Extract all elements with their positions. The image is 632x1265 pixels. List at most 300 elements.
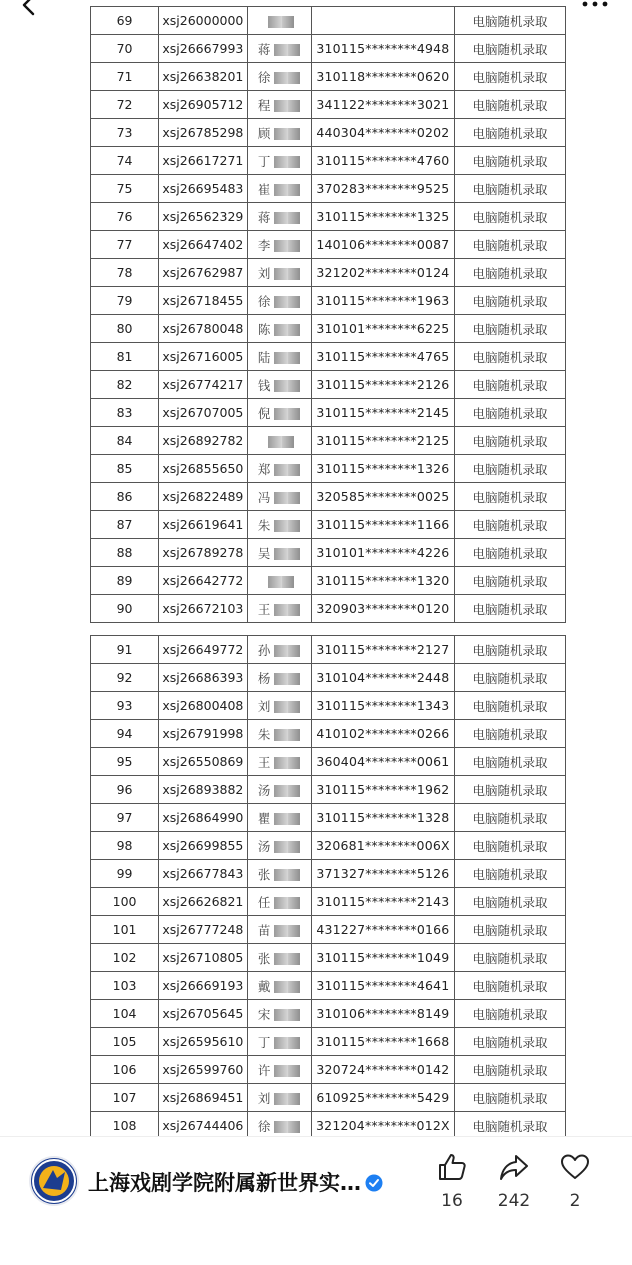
name-redaction-mosaic [288, 701, 300, 713]
row-applicant-id: xsj26619641 [159, 511, 247, 539]
name-redaction-mosaic [274, 520, 288, 532]
row-applicant-id: xsj26000000 [159, 7, 247, 35]
table-row [91, 1084, 566, 1112]
table-row [91, 636, 566, 664]
row-name: 吴 [257, 545, 271, 561]
row-id-card: 310115********1166 [311, 511, 454, 539]
name-redaction-mosaic [268, 436, 282, 448]
name-redaction-mosaic [274, 156, 288, 168]
row-status: 电脑随机录取 [455, 371, 566, 399]
table-row [91, 315, 566, 343]
account-avatar[interactable] [29, 1156, 79, 1206]
table-row [91, 1000, 566, 1028]
name-redaction-mosaic [274, 785, 288, 797]
row-name: 钱 [257, 377, 271, 393]
row-id-card: 431227********0166 [311, 916, 454, 944]
name-redaction-mosaic [288, 380, 300, 392]
row-status: 电脑随机录取 [455, 832, 566, 860]
row-applicant-id: xsj26667993 [159, 35, 247, 63]
name-redaction-mosaic [288, 1009, 300, 1021]
table-row [91, 804, 566, 832]
row-id-card: 310115********2126 [311, 371, 454, 399]
table-row [91, 664, 566, 692]
row-id-card: 360404********0061 [311, 748, 454, 776]
row-number: 81 [91, 343, 159, 371]
row-applicant-id: xsj26710805 [159, 944, 247, 972]
row-number: 76 [91, 203, 159, 231]
row-name: 孙 [257, 642, 271, 658]
row-applicant-id: xsj26744406 [159, 1112, 247, 1140]
row-number: 103 [91, 972, 159, 1000]
name-redaction-mosaic [274, 464, 288, 476]
name-redaction-mosaic [268, 576, 282, 588]
row-number: 75 [91, 175, 159, 203]
row-id-card: 310115********1325 [311, 203, 454, 231]
row-id-card: 310115********2143 [311, 888, 454, 916]
row-name-cell [247, 455, 311, 483]
name-redaction-mosaic [274, 548, 288, 560]
row-name-cell [247, 888, 311, 916]
name-redaction-mosaic [282, 576, 294, 588]
row-status: 电脑随机录取 [455, 916, 566, 944]
name-redaction-mosaic [274, 380, 288, 392]
row-number: 87 [91, 511, 159, 539]
name-redaction-mosaic [288, 785, 300, 797]
row-status: 电脑随机录取 [455, 1084, 566, 1112]
row-name-cell [247, 483, 311, 511]
row-name: 宋 [257, 1006, 271, 1022]
row-name-cell [247, 748, 311, 776]
name-redaction-mosaic [288, 408, 300, 420]
row-status: 电脑随机录取 [455, 804, 566, 832]
name-redaction-mosaic [274, 1009, 288, 1021]
row-number: 98 [91, 832, 159, 860]
row-id-card: 321204********012X [311, 1112, 454, 1140]
row-id-card: 310115********1049 [311, 944, 454, 972]
row-status: 电脑随机录取 [455, 972, 566, 1000]
name-redaction-mosaic [274, 925, 288, 937]
row-name: 汤 [257, 782, 271, 798]
name-redaction-mosaic [274, 268, 288, 280]
name-redaction-mosaic [288, 1037, 300, 1049]
account-name[interactable] [88, 1167, 383, 1197]
name-redaction-mosaic [288, 212, 300, 224]
row-number: 97 [91, 804, 159, 832]
favorite-count: 2 [569, 1191, 581, 1211]
row-applicant-id: xsj26707005 [159, 399, 247, 427]
name-redaction-mosaic [288, 240, 300, 252]
more-options-icon[interactable] [580, 0, 610, 12]
name-redaction-mosaic [288, 897, 300, 909]
row-applicant-id: xsj26791998 [159, 720, 247, 748]
name-redaction-mosaic [274, 757, 288, 769]
row-applicant-id: xsj26762987 [159, 259, 247, 287]
row-name: 任 [257, 894, 271, 910]
row-name-cell [247, 7, 311, 35]
table-row [91, 1056, 566, 1084]
row-id-card: 310115********1963 [311, 287, 454, 315]
row-number: 71 [91, 63, 159, 91]
name-redaction-mosaic [274, 897, 288, 909]
like-button[interactable] [434, 1151, 470, 1211]
row-applicant-id: xsj26672103 [159, 595, 247, 623]
row-status: 电脑随机录取 [455, 860, 566, 888]
name-redaction-mosaic [274, 44, 288, 56]
account-name-text: 上海戏剧学院附属新世界实… [88, 1171, 361, 1195]
row-status: 电脑随机录取 [455, 63, 566, 91]
row-status: 电脑随机录取 [455, 664, 566, 692]
name-redaction-mosaic [274, 1093, 288, 1105]
table-row [91, 287, 566, 315]
row-applicant-id: xsj26638201 [159, 63, 247, 91]
row-number: 104 [91, 1000, 159, 1028]
share-button[interactable] [492, 1151, 536, 1211]
row-name-cell [247, 35, 311, 63]
row-number: 74 [91, 147, 159, 175]
table-row [91, 720, 566, 748]
thumbs-up-icon [436, 1151, 468, 1183]
row-name-cell [247, 664, 311, 692]
row-name: 王 [257, 754, 271, 770]
row-id-card: 320724********0142 [311, 1056, 454, 1084]
row-status: 电脑随机录取 [455, 776, 566, 804]
row-name-cell [247, 539, 311, 567]
name-redaction-mosaic [288, 296, 300, 308]
row-applicant-id: xsj26893882 [159, 776, 247, 804]
name-redaction-mosaic [288, 1121, 300, 1133]
row-status: 电脑随机录取 [455, 1056, 566, 1084]
row-number: 82 [91, 371, 159, 399]
row-id-card: 310115********1320 [311, 567, 454, 595]
table-row [91, 539, 566, 567]
name-redaction-mosaic [274, 841, 288, 853]
row-status: 电脑随机录取 [455, 1112, 566, 1140]
row-status: 电脑随机录取 [455, 455, 566, 483]
favorite-button[interactable] [558, 1151, 592, 1211]
name-redaction-mosaic [274, 324, 288, 336]
row-name-cell [247, 804, 311, 832]
row-status: 电脑随机录取 [455, 1028, 566, 1056]
name-redaction-mosaic [274, 212, 288, 224]
row-id-card [311, 7, 454, 35]
row-status: 电脑随机录取 [455, 748, 566, 776]
row-applicant-id: xsj26649772 [159, 636, 247, 664]
row-name-cell [247, 567, 311, 595]
row-number: 86 [91, 483, 159, 511]
row-number: 91 [91, 636, 159, 664]
row-name: 许 [257, 1062, 271, 1078]
row-name-cell [247, 944, 311, 972]
table-row [91, 231, 566, 259]
row-name-cell [247, 63, 311, 91]
row-applicant-id: xsj26695483 [159, 175, 247, 203]
table-row [91, 692, 566, 720]
name-redaction-mosaic [274, 869, 288, 881]
name-redaction-mosaic [274, 352, 288, 364]
row-status: 电脑随机录取 [455, 343, 566, 371]
table-row [91, 944, 566, 972]
table-row [91, 888, 566, 916]
row-applicant-id: xsj26669193 [159, 972, 247, 1000]
row-number: 93 [91, 692, 159, 720]
row-name: 徐 [257, 293, 271, 309]
name-redaction-mosaic [288, 645, 300, 657]
row-number: 108 [91, 1112, 159, 1140]
row-applicant-id: xsj26686393 [159, 664, 247, 692]
row-applicant-id: xsj26822489 [159, 483, 247, 511]
row-number: 102 [91, 944, 159, 972]
row-number: 77 [91, 231, 159, 259]
name-redaction-mosaic [274, 981, 288, 993]
name-redaction-mosaic [274, 184, 288, 196]
row-name-cell [247, 832, 311, 860]
row-status: 电脑随机录取 [455, 259, 566, 287]
school-logo-icon [31, 1158, 77, 1204]
row-name-cell [247, 636, 311, 664]
name-redaction-mosaic [274, 240, 288, 252]
row-number: 84 [91, 427, 159, 455]
row-applicant-id: xsj26647402 [159, 231, 247, 259]
row-applicant-id: xsj26855650 [159, 455, 247, 483]
name-redaction-mosaic [288, 729, 300, 741]
row-id-card: 320681********006X [311, 832, 454, 860]
row-name: 王 [257, 601, 271, 617]
row-status: 电脑随机录取 [455, 511, 566, 539]
row-name-cell [247, 147, 311, 175]
row-applicant-id: xsj26595610 [159, 1028, 247, 1056]
row-number: 73 [91, 119, 159, 147]
row-name: 徐 [257, 1118, 271, 1134]
row-id-card: 310115********4765 [311, 343, 454, 371]
row-name: 陆 [257, 349, 271, 365]
row-name-cell [247, 343, 311, 371]
row-id-card: 341122********3021 [311, 91, 454, 119]
row-status: 电脑随机录取 [455, 636, 566, 664]
row-number: 90 [91, 595, 159, 623]
row-name-cell [247, 720, 311, 748]
row-applicant-id: xsj26677843 [159, 860, 247, 888]
row-name: 刘 [257, 265, 271, 281]
like-count: 16 [441, 1191, 463, 1211]
table-row [91, 972, 566, 1000]
row-status: 电脑随机录取 [455, 147, 566, 175]
row-number: 100 [91, 888, 159, 916]
table-row [91, 776, 566, 804]
name-redaction-mosaic [288, 953, 300, 965]
name-redaction-mosaic [274, 1065, 288, 1077]
row-status: 电脑随机录取 [455, 287, 566, 315]
row-name-cell [247, 1056, 311, 1084]
row-number: 88 [91, 539, 159, 567]
table-row [91, 147, 566, 175]
row-name-cell [247, 427, 311, 455]
row-number: 70 [91, 35, 159, 63]
row-name-cell [247, 231, 311, 259]
row-id-card: 320585********0025 [311, 483, 454, 511]
row-name: 张 [257, 866, 271, 882]
row-name-cell [247, 203, 311, 231]
row-status: 电脑随机录取 [455, 539, 566, 567]
name-redaction-mosaic [274, 604, 288, 616]
row-number: 95 [91, 748, 159, 776]
row-number: 107 [91, 1084, 159, 1112]
row-id-card: 310115********1962 [311, 776, 454, 804]
row-status: 电脑随机录取 [455, 692, 566, 720]
row-applicant-id: xsj26626821 [159, 888, 247, 916]
name-redaction-mosaic [274, 408, 288, 420]
row-name: 丁 [257, 1034, 271, 1050]
row-status: 电脑随机录取 [455, 720, 566, 748]
row-number: 78 [91, 259, 159, 287]
table-row [91, 175, 566, 203]
name-redaction-mosaic [274, 100, 288, 112]
table-row [91, 343, 566, 371]
row-id-card: 310115********2125 [311, 427, 454, 455]
table-row [91, 203, 566, 231]
row-number: 72 [91, 91, 159, 119]
row-applicant-id: xsj26705645 [159, 1000, 247, 1028]
table-row [91, 427, 566, 455]
row-status: 电脑随机录取 [455, 595, 566, 623]
row-name: 程 [257, 97, 271, 113]
row-id-card: 371327********5126 [311, 860, 454, 888]
row-applicant-id: xsj26777248 [159, 916, 247, 944]
name-redaction-mosaic [282, 16, 294, 28]
name-redaction-mosaic [288, 156, 300, 168]
row-applicant-id: xsj26892782 [159, 427, 247, 455]
name-redaction-mosaic [288, 841, 300, 853]
row-id-card: 370283********9525 [311, 175, 454, 203]
row-id-card: 440304********0202 [311, 119, 454, 147]
row-applicant-id: xsj26716005 [159, 343, 247, 371]
row-status: 电脑随机录取 [455, 175, 566, 203]
table-row [91, 832, 566, 860]
row-applicant-id: xsj26642772 [159, 567, 247, 595]
row-applicant-id: xsj26905712 [159, 91, 247, 119]
name-redaction-mosaic [288, 352, 300, 364]
row-status: 电脑随机录取 [455, 7, 566, 35]
row-name: 徐 [257, 69, 271, 85]
name-redaction-mosaic [288, 925, 300, 937]
table-row [91, 455, 566, 483]
name-redaction-mosaic [274, 72, 288, 84]
row-applicant-id: xsj26800408 [159, 692, 247, 720]
row-name: 丁 [257, 153, 271, 169]
row-applicant-id: xsj26789278 [159, 539, 247, 567]
row-name-cell [247, 595, 311, 623]
name-redaction-mosaic [274, 128, 288, 140]
row-applicant-id: xsj26562329 [159, 203, 247, 231]
row-applicant-id: xsj26869451 [159, 1084, 247, 1112]
admission-table-lower [90, 635, 566, 1140]
row-name: 郑 [257, 461, 271, 477]
row-status: 电脑随机录取 [455, 315, 566, 343]
name-redaction-mosaic [288, 520, 300, 532]
row-number: 105 [91, 1028, 159, 1056]
name-redaction-mosaic [288, 869, 300, 881]
table-row [91, 860, 566, 888]
row-id-card: 310115********4760 [311, 147, 454, 175]
row-name: 张 [257, 950, 271, 966]
name-redaction-mosaic [288, 548, 300, 560]
row-applicant-id: xsj26785298 [159, 119, 247, 147]
row-applicant-id: xsj26617271 [159, 147, 247, 175]
row-applicant-id: xsj26699855 [159, 832, 247, 860]
name-redaction-mosaic [288, 128, 300, 140]
name-redaction-mosaic [282, 436, 294, 448]
name-redaction-mosaic [274, 1121, 288, 1133]
name-redaction-mosaic [288, 492, 300, 504]
row-name: 苗 [257, 922, 271, 938]
name-redaction-mosaic [274, 729, 288, 741]
row-applicant-id: xsj26599760 [159, 1056, 247, 1084]
row-name-cell [247, 1000, 311, 1028]
name-redaction-mosaic [274, 701, 288, 713]
row-id-card: 310115********1668 [311, 1028, 454, 1056]
name-redaction-mosaic [288, 813, 300, 825]
row-status: 电脑随机录取 [455, 944, 566, 972]
row-name: 倪 [257, 405, 271, 421]
table-row [91, 567, 566, 595]
row-id-card: 310115********1343 [311, 692, 454, 720]
row-number: 79 [91, 287, 159, 315]
row-name: 戴 [257, 978, 271, 994]
table-row [91, 483, 566, 511]
row-applicant-id: xsj26718455 [159, 287, 247, 315]
row-applicant-id: xsj26780048 [159, 315, 247, 343]
name-redaction-mosaic [274, 813, 288, 825]
table-row [91, 119, 566, 147]
name-redaction-mosaic [274, 296, 288, 308]
row-id-card: 321202********0124 [311, 259, 454, 287]
row-applicant-id: xsj26550869 [159, 748, 247, 776]
row-number: 94 [91, 720, 159, 748]
name-redaction-mosaic [274, 673, 288, 685]
row-id-card: 410102********0266 [311, 720, 454, 748]
row-name-cell [247, 1084, 311, 1112]
table-row [91, 748, 566, 776]
row-name-cell [247, 119, 311, 147]
row-name-cell [247, 315, 311, 343]
page-gap [0, 625, 632, 635]
row-applicant-id: xsj26774217 [159, 371, 247, 399]
row-id-card: 310106********8149 [311, 1000, 454, 1028]
row-id-card: 310115********1326 [311, 455, 454, 483]
share-arrow-icon [498, 1151, 530, 1183]
heart-icon [559, 1151, 591, 1183]
row-name-cell [247, 860, 311, 888]
row-status: 电脑随机录取 [455, 427, 566, 455]
table-row [91, 371, 566, 399]
row-status: 电脑随机录取 [455, 203, 566, 231]
name-redaction-mosaic [288, 100, 300, 112]
name-redaction-mosaic [288, 981, 300, 993]
row-number: 96 [91, 776, 159, 804]
row-number: 89 [91, 567, 159, 595]
name-redaction-mosaic [288, 44, 300, 56]
row-name: 蒋 [257, 209, 271, 225]
row-name: 杨 [257, 670, 271, 686]
table-row [91, 35, 566, 63]
back-arrow-icon[interactable] [18, 0, 40, 16]
verified-badge-icon [365, 1174, 383, 1192]
row-name: 刘 [257, 1090, 271, 1106]
row-applicant-id: xsj26864990 [159, 804, 247, 832]
row-id-card: 310115********1328 [311, 804, 454, 832]
share-count: 242 [497, 1191, 531, 1211]
row-name: 瞿 [257, 810, 271, 826]
row-name-cell [247, 692, 311, 720]
